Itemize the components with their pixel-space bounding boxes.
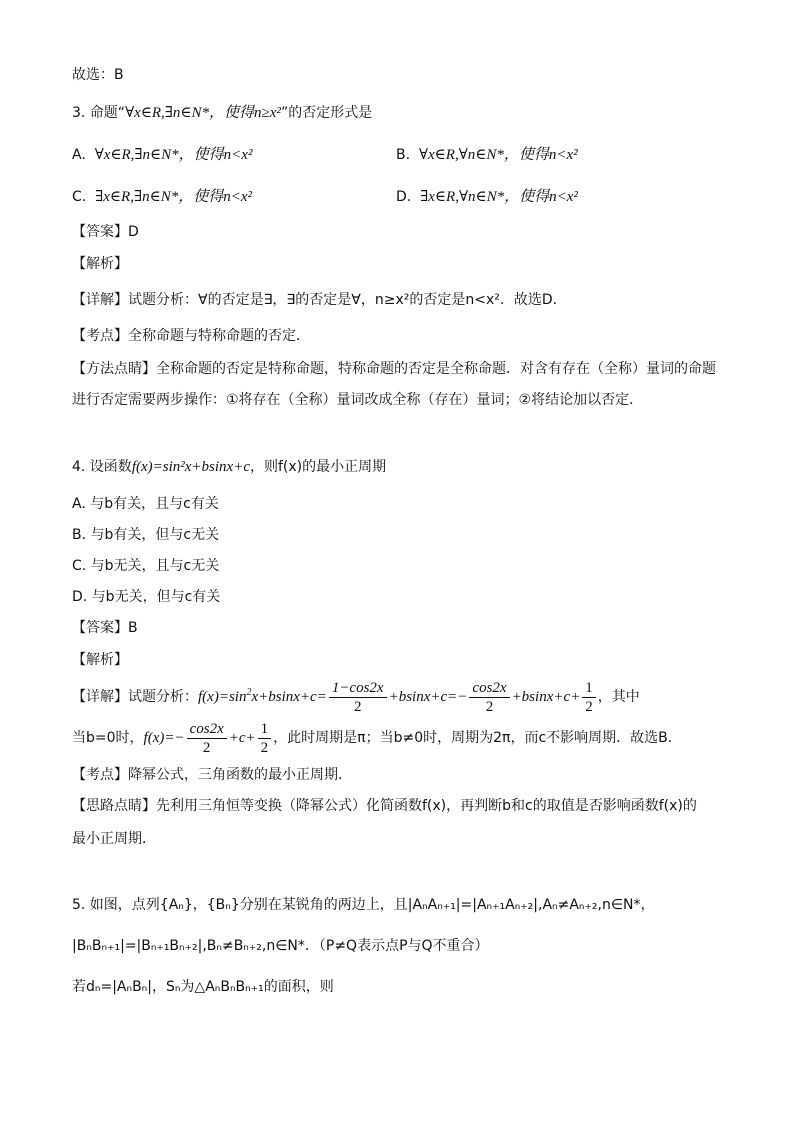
- q4-kaodian-text: 降幂公式，三角函数的最小正周期．: [128, 767, 352, 783]
- q3-kaodian-tag: 【考点】: [72, 328, 128, 344]
- q4-stem-suffix: ，则f(x)的最小正周期: [249, 459, 387, 475]
- q4-detail-end: ，其中: [597, 689, 640, 705]
- q3-option-c-text: ∃x∈R,∃n∈N*，使得n<x²: [95, 189, 252, 205]
- q4-detail-line-2: [72, 718, 682, 758]
- q4-formula-part-1: $f(x)=\sin^2x+bsinx+c=$: [198, 687, 327, 705]
- q3-stem-math: ∀x∈R,∃n∈N*，使得n≥x²: [125, 105, 281, 121]
- q4-option-d: D. 与b无关，但与c有关: [72, 589, 221, 605]
- q3-answer-value: D: [128, 224, 139, 240]
- q3-analysis-tag: 【解析】: [72, 256, 128, 272]
- q3-option-b: [396, 145, 578, 165]
- previous-answer-line: 故选：B: [72, 67, 124, 83]
- q4-option-b: B. 与b有关，但与c无关: [72, 527, 220, 543]
- q3-stem: [72, 103, 372, 123]
- q4-fraction-4: $\frac{\cos 2x}{2}$: [187, 720, 227, 757]
- q5-line-2: |BₙBₙ₊₁|=|Bₙ₊₁Bₙ₊₂|,Bₙ≠Bₙ₊₂,n∈N*．（P≠Q表示点P与Q不重合）: [72, 938, 489, 954]
- q4-formula-part-5: +c+: [228, 730, 256, 746]
- q4-stem-prefix: 4. 设函数: [72, 459, 132, 475]
- q3-detail: [72, 290, 567, 310]
- q4-detail-intro: 试题分析：: [128, 689, 198, 705]
- q3-stem-suffix: ”的否定形式是: [280, 105, 373, 121]
- q3-option-d-text: ∃x∈R,∀n∈N*，使得n<x²: [420, 189, 578, 205]
- q3-detail-text: 试题分析：∀的否定是∃，∃的否定是∀，n≥x²的否定是n<x²．故选D．: [128, 292, 567, 308]
- q4-line2-a: 当b=0时，: [72, 730, 144, 746]
- q3-option-a: [72, 145, 252, 165]
- q4-formula-part-4: f(x)=−: [143, 730, 185, 746]
- q4-answer: [72, 618, 138, 638]
- q3-kaodian-text: 全称命题与特称命题的否定．: [128, 328, 310, 344]
- q4-stem-math: f(x)=sin²x+bsinx+c: [131, 459, 250, 475]
- q3-kaodian: [72, 326, 310, 346]
- q4-silu-text-1: 先利用三角恒等变换（降幂公式）化简函数f(x)，再判断b和c的取值是否影响函数f(x)的: [156, 798, 697, 814]
- q4-answer-tag: 【答案】: [72, 620, 128, 636]
- q4-kaodian-tag: 【考点】: [72, 767, 128, 783]
- q3-method-line-2: 进行否定需要两步操作：①将存在（全称）量词改成全称（存在）量词；②将结论加以否定．: [72, 392, 644, 408]
- q4-fraction-1: $\frac{1-\cos 2x}{2}$: [329, 679, 387, 716]
- q3-stem-prefix: 3. 命题“: [72, 105, 126, 121]
- q3-option-c: [72, 187, 252, 207]
- q3-option-c-label: C.: [72, 189, 87, 205]
- q4-silu-line-1: [72, 796, 697, 816]
- q4-fraction-3: $\frac{1}{2}$: [582, 679, 596, 716]
- q3-option-b-text: ∀x∈R,∀n∈N*，使得n<x²: [418, 147, 578, 163]
- q4-detail-line-1: [72, 677, 640, 717]
- q3-method-text-1: 全称命题的否定是特称命题，特称命题的否定是全称命题．对含有存在（全称）量词的命题: [156, 361, 716, 377]
- q4-formula-part-2: +bsinx+c=−: [388, 689, 468, 705]
- q4-option-c: C. 与b无关，且与c无关: [72, 558, 220, 574]
- q4-stem: [72, 457, 386, 477]
- q4-analysis-tag: 【解析】: [72, 652, 128, 668]
- q4-fraction-5: $\frac{1}{2}$: [258, 720, 272, 757]
- q3-answer: [72, 222, 139, 242]
- q4-kaodian: [72, 765, 352, 785]
- q5-line-1: 5. 如图，点列{Aₙ}，{Bₙ}分别在某锐角的两边上，且|AₙAₙ₊₁|=|Aₙ₊₁Aₙ₊₂|,Aₙ≠Aₙ₊₂,n∈N*，: [72, 897, 655, 913]
- q3-answer-tag: 【答案】: [72, 224, 128, 240]
- q4-detail-tag: 【详解】: [72, 689, 128, 705]
- q4-formula-part-3: +bsinx+c+: [511, 689, 581, 705]
- q4-line2-b: ，此时周期是π；当b≠0时，周期为2π，而c不影响周期．故选B．: [273, 730, 682, 746]
- q3-option-a-text: ∀x∈R,∃n∈N*，使得n<x²: [94, 147, 253, 163]
- q3-detail-tag: 【详解】: [72, 292, 128, 308]
- q4-silu-tag: 【思路点睛】: [72, 798, 156, 814]
- q3-method-tag: 【方法点睛】: [72, 361, 156, 377]
- q4-answer-value: B: [128, 620, 138, 636]
- q3-option-a-label: A.: [72, 147, 86, 163]
- q3-method-line-1: [72, 359, 716, 379]
- q3-option-d-label: D.: [396, 189, 412, 205]
- q3-option-d: [396, 187, 578, 207]
- q5-line-3: 若dₙ=|AₙBₙ|，Sₙ为△AₙBₙBₙ₊₁的面积，则: [72, 979, 334, 995]
- q4-silu-line-2: 最小正周期．: [72, 831, 156, 847]
- q4-fraction-2: $\frac{\cos 2x}{2}$: [469, 679, 509, 716]
- q3-option-b-label: B.: [396, 147, 411, 163]
- q4-option-a: A. 与b有关，且与c有关: [72, 496, 219, 512]
